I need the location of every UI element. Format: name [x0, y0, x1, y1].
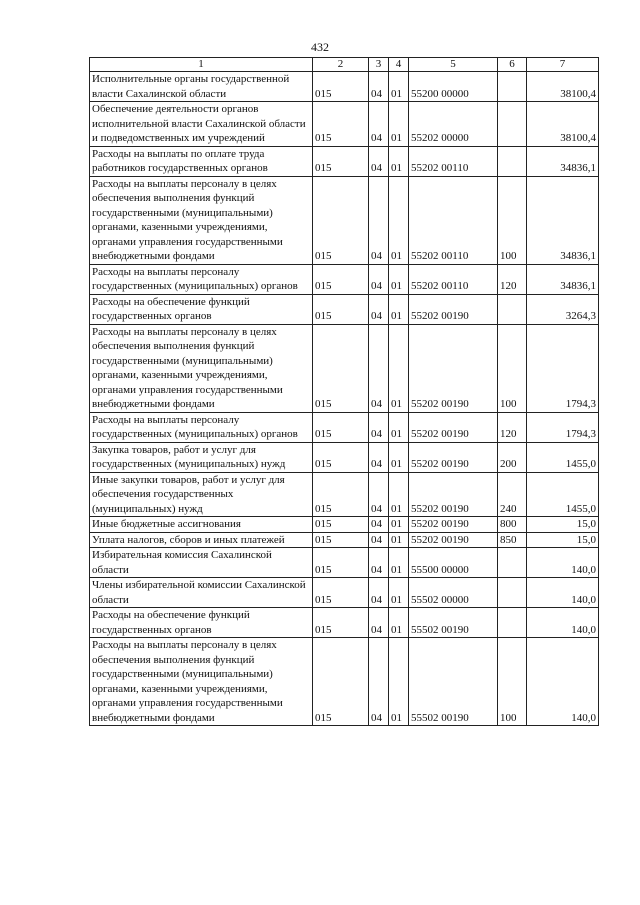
code-col-2: 015: [313, 638, 369, 726]
table-row: [90, 264, 599, 294]
code-col-3: 04: [369, 72, 389, 102]
code-col-2: 015: [313, 176, 369, 264]
code-col-6: 100: [498, 176, 527, 264]
table-row: [90, 176, 599, 264]
table-row: [90, 72, 599, 102]
item-name: Расходы на обеспечение функций государственных органов: [90, 294, 313, 324]
code-col-5: 55502 00190: [409, 608, 498, 638]
table-row: [90, 548, 599, 578]
code-col-4: 01: [389, 638, 409, 726]
amount: 38100,4: [527, 72, 599, 102]
code-col-2: 015: [313, 472, 369, 517]
code-col-5: 55202 00190: [409, 412, 498, 442]
table-row: [90, 102, 599, 147]
table-row: [90, 324, 599, 412]
code-col-3: 04: [369, 176, 389, 264]
code-col-2: 015: [313, 72, 369, 102]
item-name: Уплата налогов, сборов и иных платежей: [90, 532, 313, 548]
code-col-3: 04: [369, 578, 389, 608]
code-col-5: 55500 00000: [409, 548, 498, 578]
code-col-4: 01: [389, 176, 409, 264]
code-col-3: 04: [369, 442, 389, 472]
amount: 1794,3: [527, 324, 599, 412]
code-col-2: 015: [313, 578, 369, 608]
amount: 38100,4: [527, 102, 599, 147]
code-col-2: 015: [313, 294, 369, 324]
code-col-2: 015: [313, 608, 369, 638]
code-col-6: [498, 578, 527, 608]
budget-table: [89, 57, 599, 726]
code-col-2: 015: [313, 264, 369, 294]
table-row: [90, 517, 599, 533]
code-col-5: 55202 00190: [409, 324, 498, 412]
table-row: [90, 146, 599, 176]
code-col-3: 04: [369, 638, 389, 726]
column-header: 7: [527, 58, 599, 72]
code-col-5: 55502 00190: [409, 638, 498, 726]
column-header: 3: [369, 58, 389, 72]
code-col-3: 04: [369, 412, 389, 442]
table-row: [90, 442, 599, 472]
amount: 15,0: [527, 517, 599, 533]
code-col-6: 120: [498, 264, 527, 294]
amount: 34836,1: [527, 146, 599, 176]
code-col-4: 01: [389, 578, 409, 608]
item-name: Расходы на обеспечение функций государственных органов: [90, 608, 313, 638]
code-col-5: 55202 00000: [409, 102, 498, 147]
item-name: Расходы на выплаты персоналу государственных (муниципальных) органов: [90, 264, 313, 294]
code-col-4: 01: [389, 146, 409, 176]
code-col-5: 55202 00110: [409, 264, 498, 294]
code-col-2: 015: [313, 442, 369, 472]
column-header: 1: [90, 58, 313, 72]
code-col-2: 015: [313, 532, 369, 548]
column-header: 5: [409, 58, 498, 72]
code-col-5: 55202 00110: [409, 176, 498, 264]
code-col-4: 01: [389, 548, 409, 578]
code-col-6: 800: [498, 517, 527, 533]
code-col-6: 850: [498, 532, 527, 548]
item-name: Расходы на выплаты персоналу в целях обеспечения выполнения функций государственными (муниципальными) органами, казенными учреждениями, органами управления государственными внебюджетными фондами: [90, 324, 313, 412]
code-col-3: 04: [369, 472, 389, 517]
code-col-2: 015: [313, 517, 369, 533]
table-row: [90, 578, 599, 608]
amount: 140,0: [527, 608, 599, 638]
item-name: Расходы на выплаты персоналу в целях обеспечения выполнения функций государственными (муниципальными) органами, казенными учреждениями, органами управления государственными внебюджетными фондами: [90, 638, 313, 726]
table-row: [90, 532, 599, 548]
amount: 140,0: [527, 638, 599, 726]
item-name: Расходы на выплаты персоналу в целях обеспечения выполнения функций государственными (муниципальными) органами, казенными учреждениями, органами управления государственными внебюджетными фондами: [90, 176, 313, 264]
code-col-2: 015: [313, 102, 369, 147]
code-col-6: 240: [498, 472, 527, 517]
code-col-3: 04: [369, 146, 389, 176]
code-col-5: 55202 00190: [409, 294, 498, 324]
code-col-6: [498, 102, 527, 147]
table-header-row: [90, 58, 599, 72]
code-col-5: 55202 00110: [409, 146, 498, 176]
code-col-4: 01: [389, 608, 409, 638]
column-header: 2: [313, 58, 369, 72]
code-col-3: 04: [369, 102, 389, 147]
code-col-4: 01: [389, 472, 409, 517]
amount: 1455,0: [527, 472, 599, 517]
code-col-4: 01: [389, 324, 409, 412]
code-col-4: 01: [389, 264, 409, 294]
amount: 140,0: [527, 578, 599, 608]
item-name: Иные закупки товаров, работ и услуг для обеспечения государственных (муниципальных) нужд: [90, 472, 313, 517]
code-col-4: 01: [389, 294, 409, 324]
code-col-3: 04: [369, 324, 389, 412]
code-col-3: 04: [369, 532, 389, 548]
amount: 34836,1: [527, 176, 599, 264]
page-number: 432: [311, 40, 329, 54]
code-col-3: 04: [369, 264, 389, 294]
code-col-5: 55200 00000: [409, 72, 498, 102]
amount: 140,0: [527, 548, 599, 578]
item-name: Исполнительные органы государственной власти Сахалинской области: [90, 72, 313, 102]
code-col-6: 100: [498, 324, 527, 412]
code-col-4: 01: [389, 72, 409, 102]
item-name: Закупка товаров, работ и услуг для государственных (муниципальных) нужд: [90, 442, 313, 472]
amount: 15,0: [527, 532, 599, 548]
table-row: [90, 294, 599, 324]
table-row: [90, 608, 599, 638]
item-name: Обеспечение деятельности органов исполнительной власти Сахалинской области и подведомственных им учреждений: [90, 102, 313, 147]
item-name: Члены избирательной комиссии Сахалинской области: [90, 578, 313, 608]
code-col-3: 04: [369, 608, 389, 638]
amount: 1794,3: [527, 412, 599, 442]
amount: 34836,1: [527, 264, 599, 294]
code-col-3: 04: [369, 294, 389, 324]
code-col-6: [498, 146, 527, 176]
item-name: Расходы на выплаты по оплате труда работников государственных органов: [90, 146, 313, 176]
code-col-6: 200: [498, 442, 527, 472]
code-col-4: 01: [389, 412, 409, 442]
table-row: [90, 638, 599, 726]
code-col-5: 55202 00190: [409, 472, 498, 517]
code-col-6: [498, 294, 527, 324]
code-col-4: 01: [389, 442, 409, 472]
item-name: Расходы на выплаты персоналу государственных (муниципальных) органов: [90, 412, 313, 442]
code-col-3: 04: [369, 548, 389, 578]
code-col-3: 04: [369, 517, 389, 533]
table-row: [90, 472, 599, 517]
item-name: Избирательная комиссия Сахалинской области: [90, 548, 313, 578]
code-col-4: 01: [389, 532, 409, 548]
code-col-5: 55202 00190: [409, 517, 498, 533]
code-col-2: 015: [313, 324, 369, 412]
code-col-6: [498, 608, 527, 638]
code-col-5: 55502 00000: [409, 578, 498, 608]
code-col-6: [498, 548, 527, 578]
amount: 1455,0: [527, 442, 599, 472]
code-col-6: 120: [498, 412, 527, 442]
amount: 3264,3: [527, 294, 599, 324]
code-col-5: 55202 00190: [409, 442, 498, 472]
column-header: 6: [498, 58, 527, 72]
column-header: 4: [389, 58, 409, 72]
item-name: Иные бюджетные ассигнования: [90, 517, 313, 533]
code-col-2: 015: [313, 146, 369, 176]
code-col-6: [498, 72, 527, 102]
code-col-6: 100: [498, 638, 527, 726]
code-col-4: 01: [389, 517, 409, 533]
code-col-5: 55202 00190: [409, 532, 498, 548]
code-col-2: 015: [313, 412, 369, 442]
code-col-2: 015: [313, 548, 369, 578]
code-col-4: 01: [389, 102, 409, 147]
table-row: [90, 412, 599, 442]
